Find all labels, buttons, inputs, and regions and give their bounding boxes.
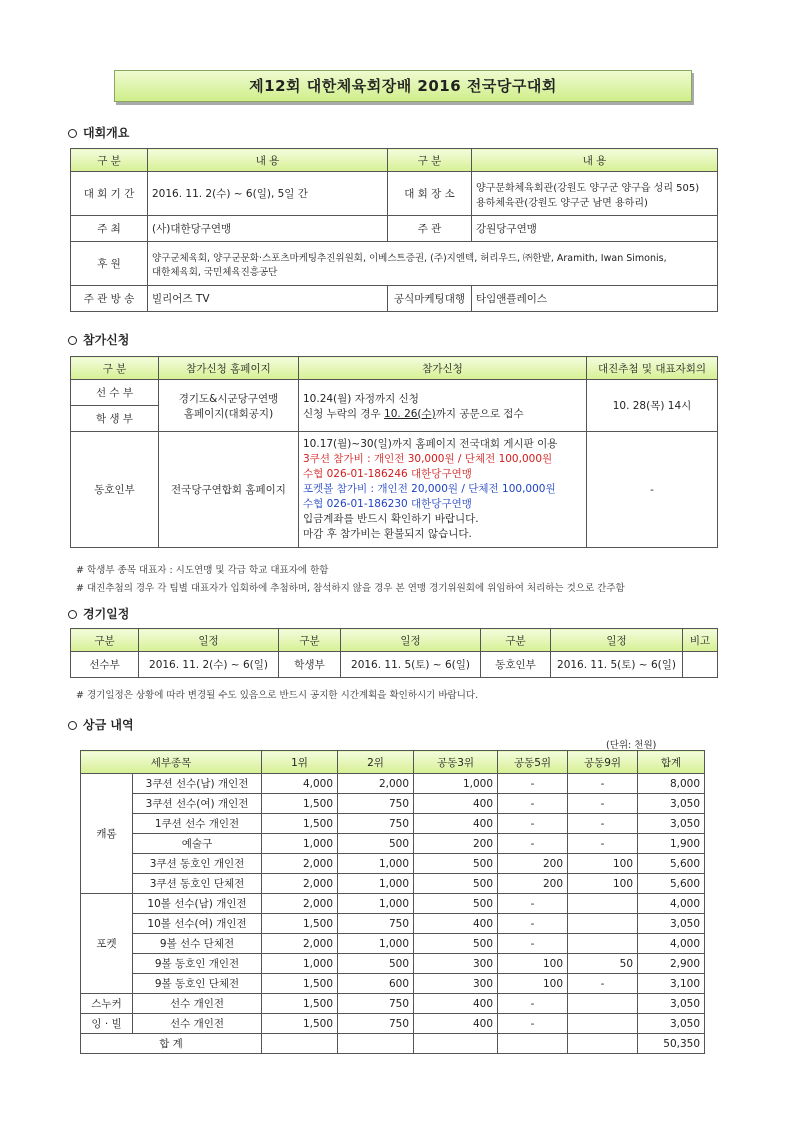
page-title: 제12회 대한체육회장배 2016 전국당구대회 — [114, 70, 692, 102]
section-heading-registration — [68, 331, 129, 348]
prize-header: 공동3위 — [414, 751, 498, 774]
venue-line: 용하체육관(강원도 양구군 남면 용하리) — [476, 197, 648, 209]
table-row — [81, 934, 705, 954]
prize-amount-cell: 3,050 — [638, 794, 705, 814]
prize-amount-cell: 1,000 — [338, 874, 414, 894]
prize-amount-cell: - — [498, 834, 568, 854]
prize-group-label: 포켓 — [81, 894, 133, 994]
prize-amount-cell: 750 — [338, 994, 414, 1014]
schedule-table — [70, 628, 718, 678]
circle-bullet-icon — [68, 721, 77, 730]
schedule-header: 구분 — [279, 629, 341, 652]
overview-table — [70, 148, 718, 312]
prize-amount-cell: 500 — [414, 894, 498, 914]
schedule-header: 일정 — [139, 629, 279, 652]
account-line: 수협 026-01-186246 대한당구연맹 — [303, 468, 472, 480]
apply-deadline: 10. 26(수) — [384, 407, 436, 420]
table-row — [81, 914, 705, 934]
prize-amount-cell: - — [498, 914, 568, 934]
prize-amount-cell: 750 — [338, 1014, 414, 1034]
prize-amount-cell: 600 — [338, 974, 414, 994]
overview-header-content: 내 용 — [148, 149, 388, 172]
prize-amount-cell: 3,050 — [638, 914, 705, 934]
prize-amount-cell: - — [498, 814, 568, 834]
prize-event-name: 10볼 선수(여) 개인전 — [133, 914, 262, 934]
venue-value — [472, 172, 718, 216]
prize-table-body — [81, 774, 705, 1034]
prize-amount-cell: - — [498, 774, 568, 794]
circle-bullet-icon — [68, 610, 77, 619]
section-heading-label: 상금 내역 — [83, 718, 134, 732]
prize-amount-cell: 4,000 — [638, 894, 705, 914]
prize-header: 합계 — [638, 751, 705, 774]
table-row — [81, 854, 705, 874]
overview-header-content: 내 용 — [472, 149, 718, 172]
prize-amount-cell: 4,000 — [262, 774, 338, 794]
sponsor-line: 대한체육회, 국민체육진흥공단 — [152, 266, 278, 278]
circle-bullet-icon — [68, 336, 77, 345]
prize-event-name: 예술구 — [133, 834, 262, 854]
table-row — [81, 994, 705, 1014]
prize-event-name: 3쿠션 선수(여) 개인전 — [133, 794, 262, 814]
unit-label: (단위: 천원) — [606, 740, 657, 751]
section-heading-overview — [68, 124, 129, 141]
prize-amount-cell: 1,000 — [338, 934, 414, 954]
marketing-label: 공식마케팅대행 — [388, 286, 472, 312]
account-line: 수협 026-01-186230 대한당구연맹 — [303, 498, 472, 510]
apply-text: 까지 공문으로 접수 — [435, 407, 524, 420]
prize-group-label: 잉 · 빌 — [81, 1014, 133, 1034]
player-division-label: 선 수 부 — [71, 380, 159, 406]
prize-amount-cell: 400 — [414, 994, 498, 1014]
overview-header-category: 구 분 — [71, 149, 148, 172]
prize-group-label: 캐롬 — [81, 774, 133, 894]
registration-table — [70, 356, 718, 548]
student-division-label: 학 생 부 — [71, 406, 159, 432]
prize-amount-cell: 3,050 — [638, 1014, 705, 1034]
prize-table — [80, 750, 705, 1054]
prize-amount-cell: 5,600 — [638, 854, 705, 874]
homepage-line: 홈페이지(대회공지) — [183, 407, 274, 420]
prize-amount-cell: - — [498, 994, 568, 1014]
prize-amount-cell: 5,600 — [638, 874, 705, 894]
prize-event-name: 3쿠션 선수(남) 개인전 — [133, 774, 262, 794]
registration-header: 구 분 — [71, 357, 159, 380]
schedule-header: 일정 — [341, 629, 481, 652]
player-apply-info — [299, 380, 587, 432]
prize-amount-cell: 3,100 — [638, 974, 705, 994]
prize-amount-cell: 100 — [568, 874, 638, 894]
prize-total-empty — [262, 1034, 338, 1054]
prize-header: 2위 — [338, 751, 414, 774]
sponsor-line: 양구군체육회, 양구군문화·스포츠마케팅추진위원회, 이베스트증권, (주)지엔텍, 허리우드, ㈜한밭, Aramith, Iwan Simonis, — [152, 252, 667, 264]
prize-amount-cell: 1,900 — [638, 834, 705, 854]
prize-amount-cell: 750 — [338, 794, 414, 814]
overview-header-category: 구 분 — [388, 149, 472, 172]
prize-event-name: 선수 개인전 — [133, 1014, 262, 1034]
table-row — [81, 774, 705, 794]
broadcast-value: 빌리어즈 TV — [148, 286, 388, 312]
registration-note: # 학생부 종목 대표자 : 시도연맹 및 각급 학교 대표자에 한함 — [76, 565, 329, 576]
marketing-value: 타임앤플레이스 — [472, 286, 718, 312]
prize-amount-cell: 4,000 — [638, 934, 705, 954]
table-row — [81, 974, 705, 994]
section-heading-schedule — [68, 605, 129, 622]
table-row — [81, 1014, 705, 1034]
schedule-cell: 동호인부 — [481, 652, 551, 678]
registration-header: 참가신청 홈페이지 — [159, 357, 299, 380]
prize-total-label: 합 계 — [81, 1034, 262, 1054]
host-value: (사)대한당구연맹 — [148, 216, 388, 242]
prize-event-name: 선수 개인전 — [133, 994, 262, 1014]
registration-header: 대진추첨 및 대표자회의 — [587, 357, 718, 380]
apply-line: 10.17(월)~30(일)까지 홈페이지 전국대회 게시판 이용 — [303, 438, 558, 450]
section-heading-label: 참가신청 — [83, 333, 130, 347]
period-value: 2016. 11. 2(수) ~ 6(일), 5일 간 — [148, 172, 388, 216]
prize-total-empty — [338, 1034, 414, 1054]
prize-amount-cell: 1,000 — [338, 854, 414, 874]
table-row — [81, 794, 705, 814]
schedule-header: 일정 — [551, 629, 683, 652]
prize-event-name: 3쿠션 동호인 단체전 — [133, 874, 262, 894]
prize-amount-cell: 200 — [498, 874, 568, 894]
fee-line: 3쿠션 참가비 : 개인전 30,000원 / 단체전 100,000원 — [303, 453, 553, 465]
registration-note: # 대진추첨의 경우 각 팀별 대표자가 입회하에 추첨하며, 참석하지 않을 경우 본 연맹 경기위원회에 위임하여 처리하는 것으로 간주함 — [76, 583, 625, 594]
table-row — [81, 954, 705, 974]
prize-amount-cell: 2,000 — [262, 934, 338, 954]
prize-amount-cell: - — [568, 774, 638, 794]
homepage-line: 경기도&시군당구연맹 — [178, 392, 279, 405]
apply-line: 10.24(월) 자정까지 신청 — [303, 392, 419, 405]
prize-amount-cell: 1,500 — [262, 974, 338, 994]
apply-line: 마감 후 참가비는 환불되지 않습니다. — [303, 528, 472, 540]
amateur-homepage: 전국당구연합회 홈페이지 — [159, 432, 299, 548]
sponsor-value — [148, 242, 718, 286]
prize-header: 세부종목 — [81, 751, 262, 774]
prize-amount-cell: 1,000 — [262, 834, 338, 854]
prize-amount-cell: 8,000 — [638, 774, 705, 794]
table-row — [81, 894, 705, 914]
prize-amount-cell — [568, 994, 638, 1014]
broadcast-label: 주 관 방 송 — [71, 286, 148, 312]
schedule-cell: 2016. 11. 2(수) ~ 6(일) — [139, 652, 279, 678]
prize-amount-cell: - — [498, 894, 568, 914]
prize-amount-cell: 1,000 — [262, 954, 338, 974]
prize-group-label: 스누커 — [81, 994, 133, 1014]
section-heading-label: 대회개요 — [83, 126, 130, 140]
prize-amount-cell — [568, 914, 638, 934]
prize-amount-cell: 400 — [414, 814, 498, 834]
amateur-division-label: 동호인부 — [71, 432, 159, 548]
prize-amount-cell: - — [498, 934, 568, 954]
prize-amount-cell: 750 — [338, 914, 414, 934]
venue-label: 대 회 장 소 — [388, 172, 472, 216]
prize-amount-cell — [568, 1014, 638, 1034]
prize-amount-cell: 1,000 — [338, 894, 414, 914]
prize-amount-cell: 100 — [568, 854, 638, 874]
prize-header: 1위 — [262, 751, 338, 774]
prize-event-name: 3쿠션 동호인 개인전 — [133, 854, 262, 874]
prize-amount-cell: 3,050 — [638, 994, 705, 1014]
apply-text: 신청 누락의 경우 — [303, 407, 381, 420]
prize-amount-cell: 200 — [414, 834, 498, 854]
prize-amount-cell: - — [568, 814, 638, 834]
prize-amount-cell: 1,000 — [414, 774, 498, 794]
schedule-cell: 2016. 11. 5(토) ~ 6(일) — [551, 652, 683, 678]
prize-amount-cell: 500 — [414, 874, 498, 894]
prize-event-name: 10볼 선수(남) 개인전 — [133, 894, 262, 914]
prize-amount-cell: - — [498, 794, 568, 814]
prize-amount-cell: 200 — [498, 854, 568, 874]
prize-amount-cell: 2,900 — [638, 954, 705, 974]
prize-amount-cell: 750 — [338, 814, 414, 834]
prize-amount-cell — [568, 934, 638, 954]
table-row — [81, 874, 705, 894]
sponsor-label: 후 원 — [71, 242, 148, 286]
prize-amount-cell: 400 — [414, 794, 498, 814]
circle-bullet-icon — [68, 129, 77, 138]
organizer-value: 강원당구연맹 — [472, 216, 718, 242]
player-homepage — [159, 380, 299, 432]
schedule-header: 비고 — [683, 629, 718, 652]
table-row — [81, 814, 705, 834]
prize-amount-cell: 50 — [568, 954, 638, 974]
prize-amount-cell: 500 — [338, 954, 414, 974]
prize-amount-cell: - — [568, 974, 638, 994]
prize-amount-cell: - — [498, 1014, 568, 1034]
schedule-cell: 선수부 — [71, 652, 139, 678]
registration-header: 참가신청 — [299, 357, 587, 380]
prize-total-empty — [568, 1034, 638, 1054]
schedule-note: # 경기일정은 상황에 따라 변경될 수도 있음으로 반드시 공지한 시간계획을 확인하시기 바랍니다. — [76, 690, 479, 701]
prize-amount-cell: 1,500 — [262, 794, 338, 814]
prize-amount-cell: - — [568, 834, 638, 854]
prize-amount-cell: 2,000 — [338, 774, 414, 794]
prize-event-name: 9볼 선수 단체전 — [133, 934, 262, 954]
host-label: 주 최 — [71, 216, 148, 242]
prize-amount-cell: 300 — [414, 974, 498, 994]
prize-amount-cell — [568, 894, 638, 914]
prize-total-empty — [498, 1034, 568, 1054]
period-label: 대 회 기 간 — [71, 172, 148, 216]
prize-amount-cell: 500 — [414, 934, 498, 954]
venue-line: 양구문화체육회관(강원도 양구군 양구읍 성리 505) — [476, 182, 700, 194]
fee-line: 포켓볼 참가비 : 개인전 20,000원 / 단체전 100,000원 — [303, 483, 556, 495]
prize-event-name: 1쿠션 선수 개인전 — [133, 814, 262, 834]
prize-amount-cell: 100 — [498, 974, 568, 994]
prize-total-value: 50,350 — [638, 1034, 705, 1054]
prize-amount-cell: 1,500 — [262, 914, 338, 934]
amateur-draw: - — [587, 432, 718, 548]
prize-amount-cell: 2,000 — [262, 854, 338, 874]
section-heading-label: 경기일정 — [83, 607, 130, 621]
schedule-cell: 2016. 11. 5(토) ~ 6(일) — [341, 652, 481, 678]
prize-amount-cell: - — [568, 794, 638, 814]
prize-event-name: 9볼 동호인 단체전 — [133, 974, 262, 994]
apply-line: 입금계좌를 반드시 확인하기 바랍니다. — [303, 513, 479, 525]
table-row — [81, 834, 705, 854]
prize-amount-cell: 1,500 — [262, 994, 338, 1014]
prize-event-name: 9볼 동호인 개인전 — [133, 954, 262, 974]
prize-amount-cell: 500 — [338, 834, 414, 854]
draw-date: 10. 28(목) 14시 — [587, 380, 718, 432]
organizer-label: 주 관 — [388, 216, 472, 242]
schedule-cell — [683, 652, 718, 678]
prize-amount-cell: 2,000 — [262, 874, 338, 894]
schedule-header: 구분 — [481, 629, 551, 652]
prize-amount-cell: 1,500 — [262, 1014, 338, 1034]
schedule-cell: 학생부 — [279, 652, 341, 678]
prize-amount-cell: 500 — [414, 854, 498, 874]
prize-amount-cell: 3,050 — [638, 814, 705, 834]
prize-amount-cell: 400 — [414, 1014, 498, 1034]
prize-amount-cell: 2,000 — [262, 894, 338, 914]
amateur-apply-info — [299, 432, 587, 548]
prize-amount-cell: 300 — [414, 954, 498, 974]
prize-header: 공동5위 — [498, 751, 568, 774]
prize-amount-cell: 1,500 — [262, 814, 338, 834]
prize-amount-cell: 100 — [498, 954, 568, 974]
prize-header: 공동9위 — [568, 751, 638, 774]
prize-total-empty — [414, 1034, 498, 1054]
section-heading-prize — [68, 716, 134, 733]
prize-amount-cell: 400 — [414, 914, 498, 934]
schedule-header: 구분 — [71, 629, 139, 652]
apply-line — [303, 406, 582, 421]
